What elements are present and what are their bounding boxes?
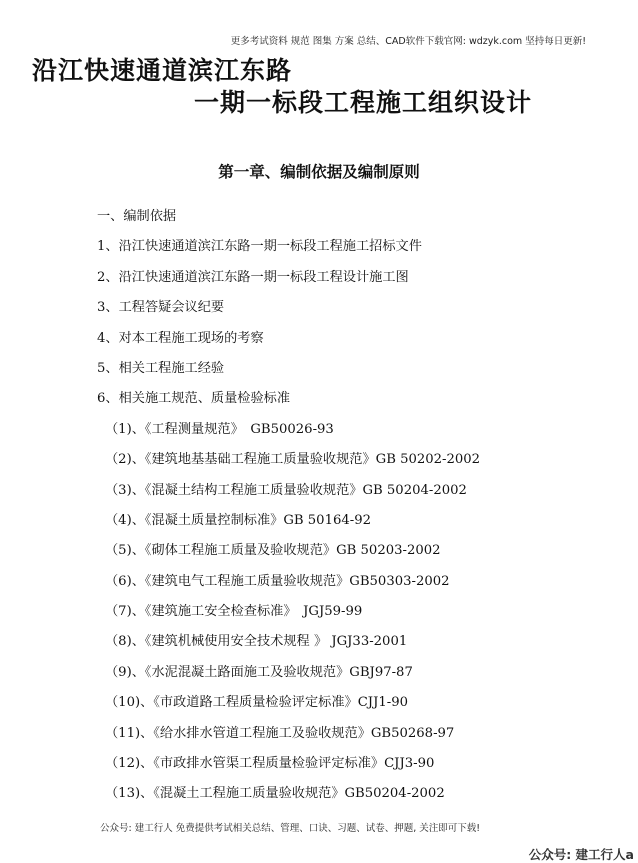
header-note: 更多考试资料 规范 图集 方案 总结、CAD软件下载官网: wdzyk.com 坚持每日更新! <box>230 36 586 47</box>
list-item: 3、工程答疑会议纪要 <box>97 300 225 316</box>
list-item: 1、沿江快速通道滨江东路一期一标段工程施工招标文件 <box>97 239 422 255</box>
standard-item: （4)、《混凝土质量控制标准》GB 50164-92 <box>105 512 371 528</box>
standard-item: （6)、《建筑电气工程施工质量验收规范》GB50303-2002 <box>105 573 450 589</box>
watermark-text: 公众号: 建工行人a <box>528 847 634 862</box>
footer-note: 公众号: 建工行人 免费提供考试相关总结、管理、口诀、习题、试卷、押题, 关注即可下载! <box>100 823 481 834</box>
list-item: 6、相关施工规范、质量检验标准 <box>97 391 291 407</box>
standard-item: （10)、《市政道路工程质量检验评定标准》CJJ1-90 <box>105 695 408 711</box>
document-title-line1: 沿江快速通道滨江东路 <box>32 56 293 85</box>
standard-item: （5)、《砌体工程施工质量及验收规范》GB 50203-2002 <box>105 543 441 559</box>
document-title-line2: 一期一标段工程施工组织设计 <box>194 88 533 117</box>
standard-item: （2)、《建筑地基基础工程施工质量验收规范》GB 50202-2002 <box>105 452 481 468</box>
standard-item: （9)、《水泥混凝土路面施工及验收规范》GBJ97-87 <box>105 664 413 680</box>
document-body <box>97 202 617 810</box>
section-heading: 一、编制依据 <box>97 209 177 224</box>
standard-item: （8)、《建筑机械使用安全技术规程 》 JGJ33-2001 <box>105 634 408 650</box>
list-item: 2、沿江快速通道滨江东路一期一标段工程设计施工图 <box>97 269 409 285</box>
standard-item: （7)、《建筑施工安全检查标准》 JGJ59-99 <box>105 604 363 620</box>
list-item: 5、相关工程施工经验 <box>97 360 225 376</box>
standard-item: （1)、《工程测量规范》 GB50026-93 <box>105 421 334 437</box>
list-item: 4、对本工程施工现场的考察 <box>97 330 264 346</box>
standard-item: （11)、《给水排水管道工程施工及验收规范》GB50268-97 <box>105 725 455 741</box>
standard-item: （13)、《混凝土工程施工质量验收规范》GB50204-2002 <box>105 786 445 802</box>
standard-item: （3)、《混凝土结构工程施工质量验收规范》GB 50204-2002 <box>105 482 467 498</box>
standard-item: （12)、《市政排水管渠工程质量检验评定标准》CJJ3-90 <box>105 756 435 772</box>
chapter-title: 第一章、编制依据及编制原则 <box>218 163 420 181</box>
